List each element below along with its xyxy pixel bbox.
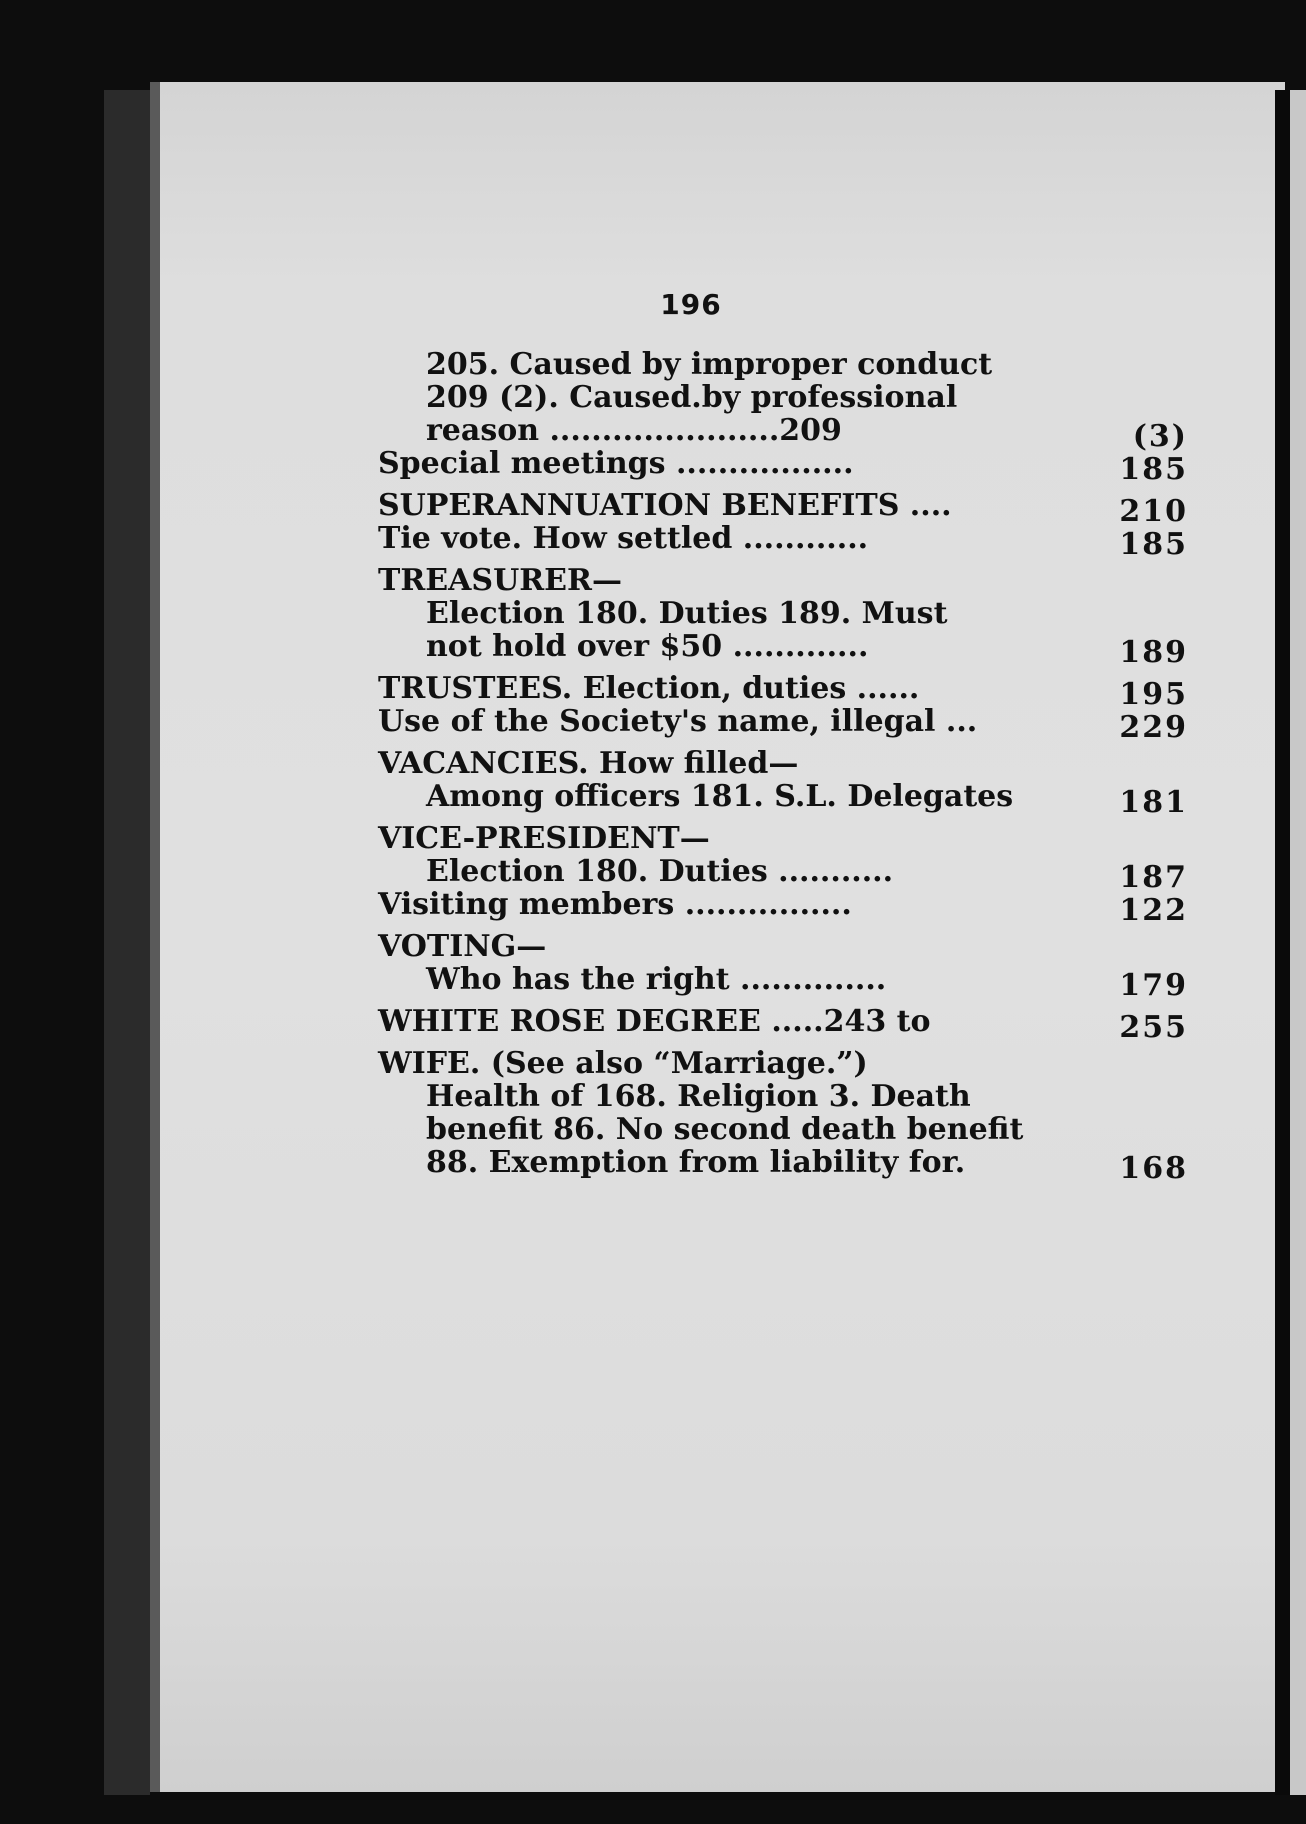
- index-line: [378, 521, 1188, 562]
- index-text: reason ......................209: [426, 413, 842, 448]
- page-number: 196: [660, 288, 722, 321]
- index-line: [378, 348, 1188, 381]
- index-line: [378, 1113, 1188, 1146]
- index-line: [378, 1080, 1188, 1113]
- index-line: [378, 629, 1188, 670]
- index-text: Election 180. Duties 189. Must: [426, 596, 948, 631]
- index-line: [378, 930, 1188, 963]
- index-line: [378, 413, 1188, 454]
- index-page-ref: 255: [1119, 1010, 1188, 1045]
- index-text: benefit 86. No second death benefit: [426, 1112, 1024, 1147]
- index-text: Use of the Society's name, illegal ...: [378, 704, 978, 739]
- index-text: Who has the right ..............: [426, 962, 887, 997]
- index-text: VICE-PRESIDENT—: [378, 821, 710, 856]
- book-spine: [104, 90, 150, 1795]
- index-page-ref: 195: [1119, 677, 1188, 712]
- index-page-ref: 179: [1119, 968, 1188, 1003]
- index-text: Visiting members ................: [378, 887, 852, 922]
- index-line: [378, 1047, 1188, 1080]
- index-page-ref: 181: [1119, 785, 1188, 820]
- index-line: [378, 962, 1188, 1003]
- index-text: TRUSTEES. Election, duties ......: [378, 671, 920, 706]
- index-page-ref: 185: [1119, 452, 1188, 487]
- index-text: VOTING—: [378, 929, 547, 964]
- index-text: 209 (2). Caused.by professional: [426, 380, 958, 415]
- index-line: [378, 1004, 1188, 1045]
- index-page-ref: (3): [1132, 419, 1188, 454]
- index-page-ref: 210: [1119, 494, 1188, 529]
- index-text: 205. Caused by improper conduct: [426, 347, 993, 382]
- index-line: [378, 381, 1188, 414]
- index-line: [378, 779, 1188, 820]
- index-page-ref: 187: [1119, 860, 1188, 895]
- index-line: [378, 887, 1188, 928]
- index-line: [378, 822, 1188, 855]
- index-line: [378, 747, 1188, 780]
- index-text: Health of 168. Religion 3. Death: [426, 1079, 971, 1114]
- index-text: WHITE ROSE DEGREE .....243 to: [378, 1004, 931, 1039]
- index-line: [378, 854, 1188, 895]
- index-page-ref: 185: [1119, 527, 1188, 562]
- index-line: [378, 488, 1188, 529]
- index-line: [378, 564, 1188, 597]
- index-line: [378, 671, 1188, 712]
- index-page-ref: 122: [1119, 893, 1188, 928]
- index-line: [378, 1145, 1188, 1186]
- index-text: Among officers 181. S.L. Delegates: [426, 779, 1014, 814]
- index-page-ref: 229: [1119, 710, 1188, 745]
- index-text: VACANCIES. How filled—: [378, 746, 799, 781]
- index-text: not hold over $50 .............: [426, 629, 869, 664]
- index-text: WIFE. (See also “Marriage.”): [378, 1046, 868, 1081]
- index-line: [378, 597, 1188, 630]
- index-page-ref: 168: [1119, 1151, 1188, 1186]
- index-text: 88. Exemption from liability for.: [426, 1145, 966, 1180]
- index-text: Election 180. Duties ...........: [426, 854, 894, 889]
- index-text: Tie vote. How settled ............: [378, 521, 869, 556]
- index-text: TREASURER—: [378, 563, 622, 598]
- index-text: Special meetings .................: [378, 446, 854, 481]
- index-list: [378, 347, 1188, 1186]
- index-line: [378, 446, 1188, 487]
- index-line: [378, 704, 1188, 745]
- facing-page-strip: [1290, 90, 1306, 1795]
- index-page-ref: 189: [1119, 635, 1188, 670]
- index-text: SUPERANNUATION BENEFITS ....: [378, 488, 952, 523]
